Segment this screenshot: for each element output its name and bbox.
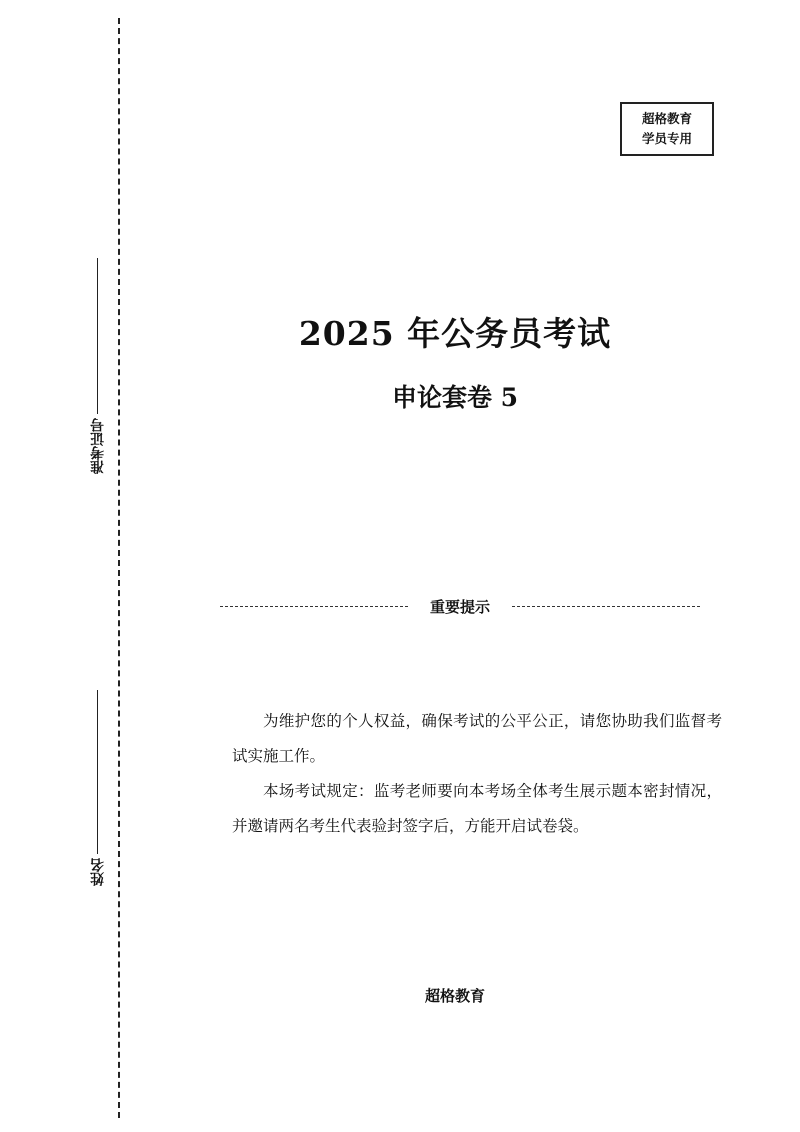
exam-id-underline[interactable] — [97, 258, 98, 414]
notice-heading — [220, 596, 700, 617]
page-title: 2025 年公务员考试 — [298, 314, 612, 353]
page-subtitle: 申论套卷 5 — [391, 383, 519, 412]
notice-body — [232, 704, 722, 844]
binding-dashed-line — [118, 18, 120, 1118]
notice-paragraph-2: 本场考试规定：监考老师要向本考场全体考生展示题本密封情况，并邀请两名考生代表验封签字后，方能开启试卷袋。 — [232, 782, 722, 835]
footer-publisher: 超格教育 — [424, 987, 485, 1005]
stamp-line-1: 超格教育 — [641, 111, 692, 126]
notice-right-dashes — [512, 606, 700, 607]
notice-paragraph-1: 为维护您的个人权益，确保考试的公平公正，请您协助我们监督考试实施工作。 — [232, 712, 722, 765]
notice-left-dashes — [220, 606, 408, 607]
stamp-line-2: 学员专用 — [641, 131, 692, 146]
exam-id-label: 准考证号 — [90, 418, 106, 474]
name-label: 姓名 — [90, 858, 106, 886]
name-underline[interactable] — [97, 690, 98, 854]
student-only-stamp — [620, 102, 714, 156]
notice-heading-text: 重要提示 — [430, 598, 491, 616]
